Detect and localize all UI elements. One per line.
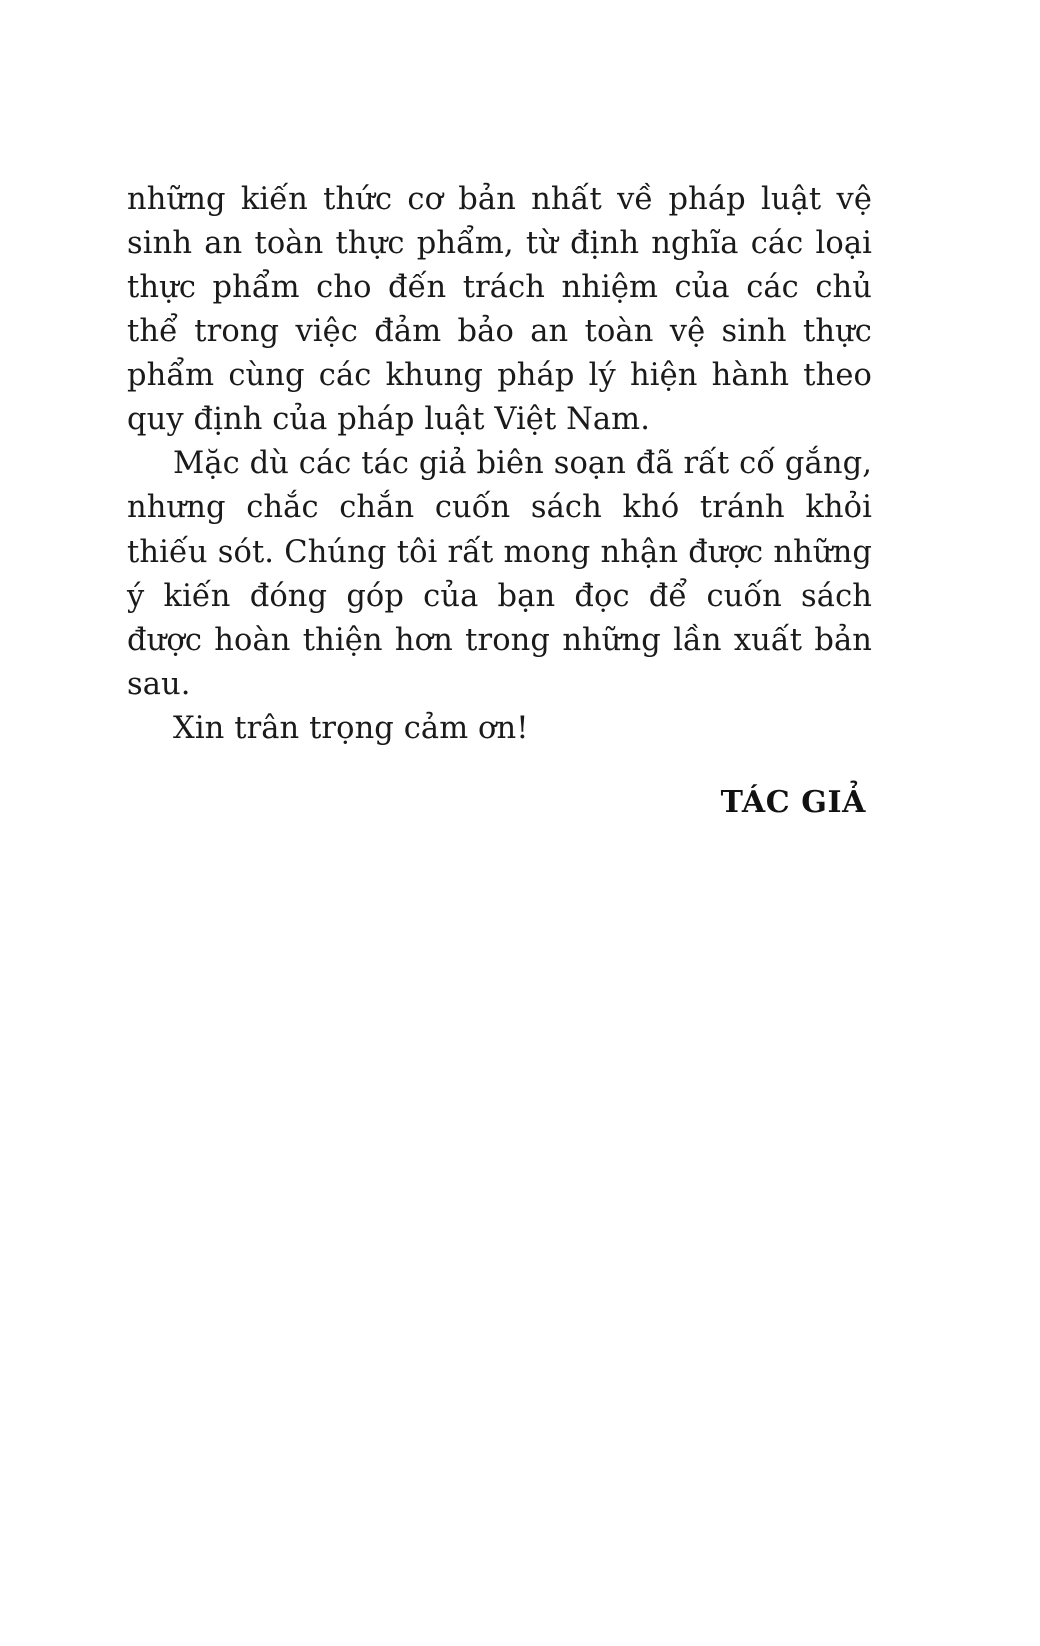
paragraph-acknowledgement: Mặc dù các tác giả biên soạn đã rất cố gắng, nhưng chắc chắn cuốn sách khó tránh khỏi thiếu sót. Chúng tôi rất mong nhận được những ý kiến đóng góp của bạn đọc để cuốn sách được hoàn thiện hơn trong những lần xuất bản sau. [127, 446, 872, 702]
page-content [127, 178, 872, 820]
paragraph-continuation: những kiến thức cơ bản nhất về pháp luật vệ sinh an toàn thực phẩm, từ định nghĩa các loại thực phẩm cho đến trách nhiệm của các chủ thể trong việc đảm bảo an toàn vệ sinh thực phẩm cùng các khung pháp lý hiện hành theo quy định của pháp luật Việt Nam. [127, 182, 872, 438]
author-signature: TÁC GIẢ [720, 784, 866, 820]
paragraph-thanks: Xin trân trọng cảm ơn! [173, 710, 529, 746]
